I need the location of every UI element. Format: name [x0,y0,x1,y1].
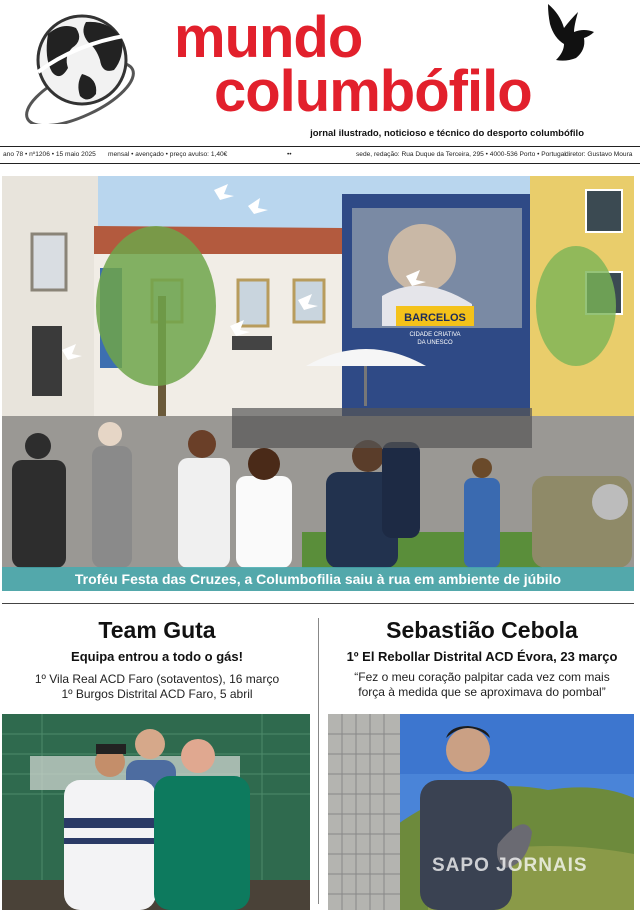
story-subhead: 1º El Rebollar Distrital ACD Évora, 23 março [346,649,618,664]
festival-scene-illustration [2,176,634,591]
story-headline: Team Guta [98,617,216,643]
story-quote-line-2: força à medida que se aproximava do pombal” [358,685,606,699]
banner-subtitle: CIDADE CRIATIVA [409,332,461,338]
section-divider [2,603,634,604]
main-photo-caption: Troféu Festa das Cruzes, a Columbofilia saiu à rua em ambiente de júbilo [2,567,634,591]
price-info: mensal • avençado • preço avulso: 1,40€ [108,151,228,158]
masthead-subtitle: jornal ilustrado, noticioso e técnico do desporto columbófilo [310,128,584,139]
issue-info-bar [0,146,640,164]
issue-number: ano 78 • nº1206 • 15 maio 2025 [3,151,96,158]
banner-subtitle-2: DA UNESCO [417,340,453,346]
main-photo [2,176,634,591]
info-separator: •• [287,151,292,158]
column-divider [318,618,319,904]
masthead [0,0,640,148]
story-headline: Sebastião Cebola [386,617,578,643]
banner-title: BARCELOS [404,312,466,324]
director-info: diretor: Gustavo Moura [565,151,633,158]
team-guta-illustration [2,714,310,910]
story-result-1: 1º Vila Real ACD Faro (sotaventos), 16 março [34,672,280,686]
dove-icon [540,2,600,64]
address-info: sede, redação: Rua Duque da Terceira, 295 • 4000-536 Porto • Portugal [356,151,566,158]
story-subhead: Equipa entrou a todo o gás! [71,649,243,664]
watermark-text: SAPO JORNAIS [432,855,588,876]
story-team-guta [4,616,310,702]
story-result-2: 1º Burgos Distrital ACD Faro, 5 abril [61,687,253,701]
story-sebastiao-cebola [326,616,638,700]
masthead-title-mundo: mundo [174,5,363,70]
sebastiao-cebola-photo [328,714,634,910]
team-guta-photo [2,714,310,910]
globe-logo-icon [18,12,138,124]
story-quote-line-1: “Fez o meu coração palpitar cada vez com mais [354,670,610,684]
masthead-title-columbofilo: columbófilo [214,59,532,124]
sebastiao-cebola-illustration [328,714,634,910]
